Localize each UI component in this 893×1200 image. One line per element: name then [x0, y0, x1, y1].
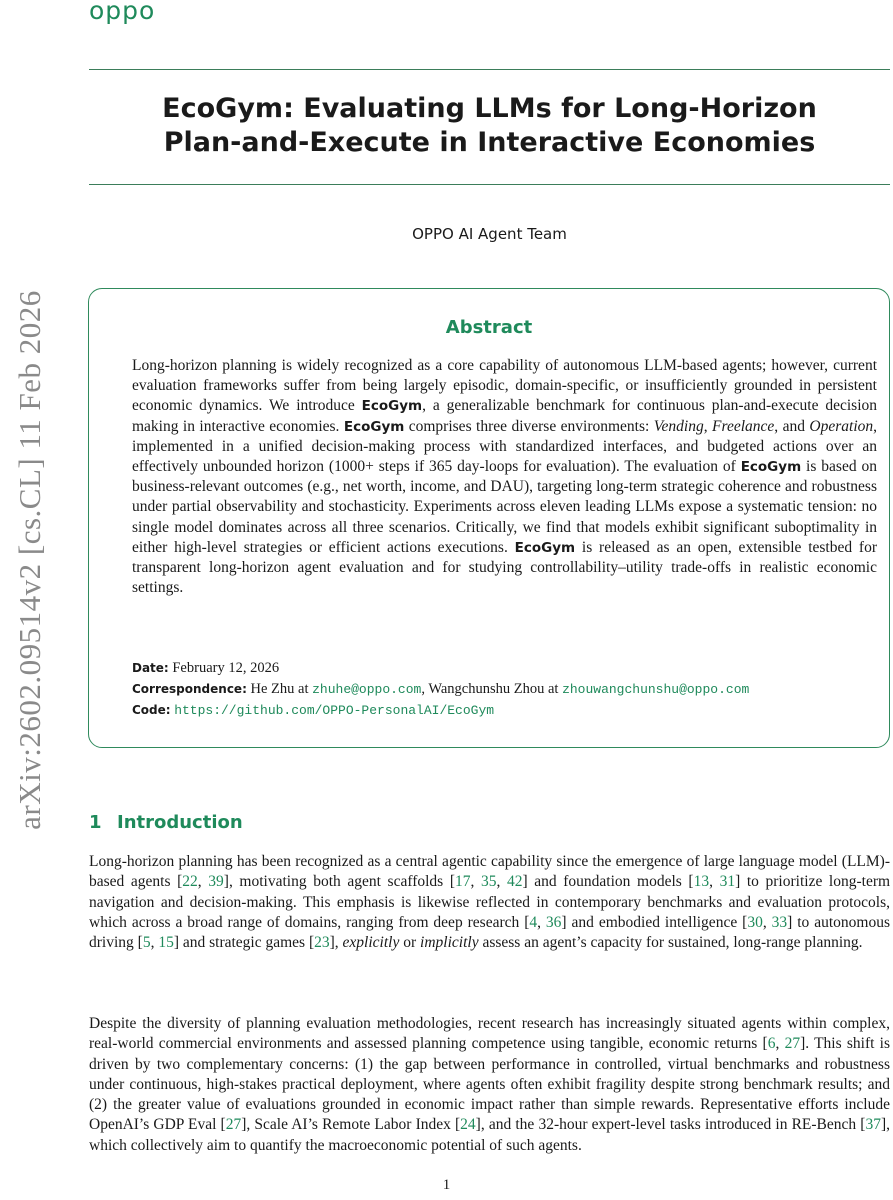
paper-title: [89, 92, 890, 160]
header-rule: [89, 69, 890, 70]
section-heading-introduction: 1 Introduction: [89, 812, 243, 833]
intro-paragraph-1: Long-horizon planning has been recognized as a central agentic capability since the emergence of large language model (LLM)-based agents [22, 39], motivating both agent scaffolds [17, 35, 42] and foundation models [13, 31] to prioritize long-term navigation and decision-making. This emphasis is likewise reflected in contemporary benchmarks and evaluation protocols, which across a broad range of domains, ranging from deep research [4, 36] and embodied intelligence [30, 33] to autonomous driving [5, 15] and strategic games [23], explicitly or implicitly assess an agent’s capacity for sustained, long-range planning.: [89, 853, 891, 952]
citation-link[interactable]: 24: [460, 1116, 476, 1134]
title-rule: [89, 184, 890, 185]
abstract-heading: Abstract: [445, 317, 533, 338]
paper-meta: [132, 658, 749, 721]
email-link-zhouwangchunshu[interactable]: zhouwangchunshu@oppo.com: [562, 682, 750, 697]
citation-link[interactable]: 31: [719, 873, 736, 891]
citation-link[interactable]: 37: [865, 1116, 881, 1134]
page-number: 1: [442, 1177, 451, 1193]
ecogym-name: EcoGym: [361, 398, 423, 415]
citation-link[interactable]: 15: [158, 934, 174, 952]
email-link-zhuhe[interactable]: zhuhe@oppo.com: [312, 682, 422, 697]
abstract-box: [88, 288, 890, 748]
citation-link[interactable]: 33: [771, 913, 788, 931]
citation-link[interactable]: 35: [481, 873, 497, 891]
citation-link[interactable]: 22: [182, 873, 198, 891]
citation-link[interactable]: 36: [545, 913, 562, 931]
citation-link[interactable]: 27: [784, 1035, 801, 1053]
correspondence-row: Correspondence: He Zhu at zhuhe@oppo.com, Wangchunshu Zhou at zhouwangchunshu@oppo.com: [132, 681, 750, 697]
citation-link[interactable]: 17: [455, 873, 471, 891]
citation-link[interactable]: 6: [767, 1035, 776, 1053]
ecogym-name: EcoGym: [514, 539, 576, 556]
citation-link[interactable]: 23: [314, 934, 330, 952]
citation-link[interactable]: 13: [693, 873, 710, 891]
env-operation: Operation: [809, 417, 874, 435]
env-vending: Vending: [653, 417, 704, 435]
author-line: OPPO AI Agent Team: [412, 225, 567, 243]
citation-link[interactable]: 27: [225, 1116, 242, 1134]
ecogym-name: EcoGym: [740, 459, 802, 476]
citation-link[interactable]: 4: [529, 913, 538, 931]
ecogym-name: EcoGym: [343, 418, 405, 435]
abstract-text: Long-horizon planning is widely recognized as a core capability of autonomous LLM-based agents; however, current evaluation frameworks suffer from being largely episodic, domain-specific, or insufficiently grounded in persistent economic dynamics. We introduce EcoGym, a generalizable benchmark for continuous plan-and-execute decision making in interactive economies. EcoGym comprises three diverse environments: Vending, Freelance, and Operation, implemented in a unified decision-making process with standardized interfaces, and budgeted actions over an effectively unbounded horizon (1000+ steps if 365 day-loops for evaluation). The evaluation of EcoGym is based on business-relevant outcomes (e.g., net worth, income, and DAU), targeting long-term strategic coherence and robustness under partial observability and stochasticity. Experiments across eleven leading LLMs expose a systematic tension: no single model dominates across all three scenarios. Critically, we find that models exhibit significant suboptimality in either high-level strategies or efficient actions executions. EcoGym is released as an open, extensible testbed for transparent long-horizon agent evaluation and for studying controllability–utility trade-offs in realistic economic settings.: [132, 357, 877, 597]
citation-link[interactable]: 5: [142, 934, 151, 952]
arxiv-stamp: arXiv:2602.09514v2 [cs.CL] 11 Feb 2026: [12, 290, 47, 830]
code-repo-link[interactable]: https://github.com/OPPO-PersonalAI/EcoGym: [174, 703, 495, 718]
date-row: Date: February 12, 2026: [132, 660, 280, 676]
intro-paragraph-2: Despite the diversity of planning evaluation methodologies, recent research has increasingly situated agents within complex, real-world commercial environments and assessed planning competence using tangible, economic returns [6, 27]. This shift is driven by two complementary concerns: (1) the gap between performance in controlled, virtual benchmarks and robustness under continuous, high-stakes practical deployment, where agents often exhibit fragility despite strong benchmark results; and (2) the greater value of evaluations grounded in economic impact rather than simple rewards. Representative efforts include OpenAI’s GDP Eval [27], Scale AI’s Remote Labor Index [24], and the 32-hour expert-level tasks introduced in RE-Bench [37], which collectively aim to quantify the macroeconomic potential of such agents.: [89, 1015, 891, 1154]
title-line-2: Plan-and-Execute in Interactive Economies: [163, 127, 816, 158]
citation-link[interactable]: 39: [208, 873, 224, 891]
citation-link[interactable]: 30: [747, 913, 763, 931]
citation-link[interactable]: 42: [507, 873, 523, 891]
oppo-logo: oppo: [89, 0, 156, 25]
env-freelance: Freelance: [712, 417, 775, 435]
code-row: Code: https://github.com/OPPO-PersonalAI/EcoGym: [132, 703, 495, 718]
title-line-1: EcoGym: Evaluating LLMs for Long-Horizon: [162, 93, 817, 124]
